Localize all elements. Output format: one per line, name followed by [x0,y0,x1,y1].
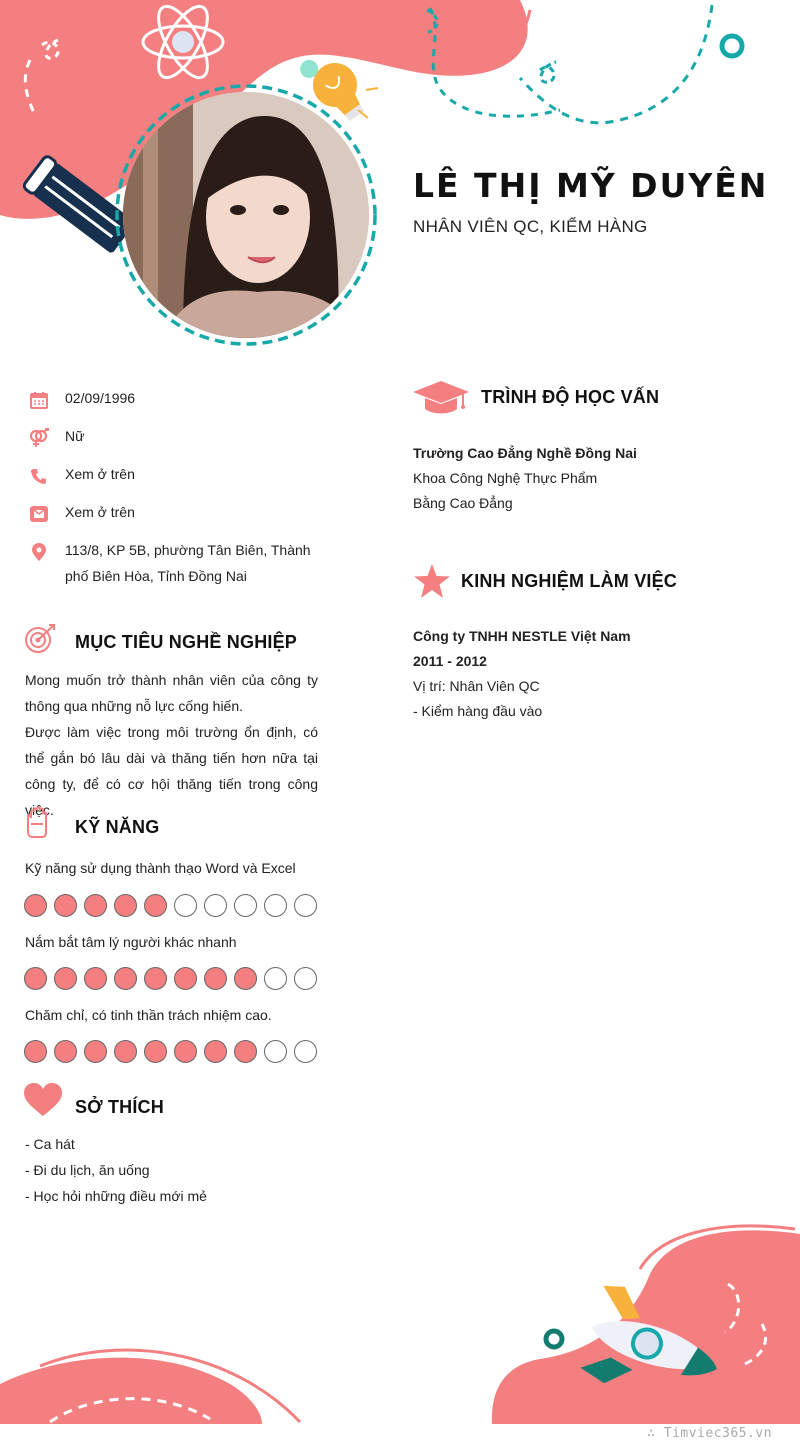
rating-dot-filled [84,1040,107,1063]
watermark: ∴ Timviec365.vn [647,1426,772,1441]
job-title: NHÂN VIÊN QC, KIỂM HÀNG [413,217,648,236]
skill-rating [24,1040,317,1063]
email-icon [28,503,50,525]
rating-dot-filled [114,1040,137,1063]
rating-dot-empty [294,1040,317,1063]
rating-dot-filled [54,1040,77,1063]
gender-value: Nữ [65,428,85,444]
gender-row [28,427,315,449]
skill-label: Nắm bắt tâm lý người khác nhanh [25,934,237,950]
school-name: Trường Cao Đẳng Nghề Đồng Nai [413,445,637,461]
rating-dot-empty [294,967,317,990]
birthday-value: 02/09/1996 [65,390,136,406]
hobbies-title: SỞ THÍCH [75,1097,164,1117]
objective-title: MỤC TIÊU NGHỀ NGHIỆP [75,632,298,652]
gender-icon [28,427,50,449]
phone-row [28,465,315,487]
heart-icon [24,1083,62,1117]
objective-line-1: Mong muốn trở thành nhân viên của công ty thông qua những nỗ lực cống hiến. [25,672,318,714]
rating-dot-empty [204,894,227,917]
phone-value: Xem ở trên [65,466,135,482]
rating-dot-empty [264,894,287,917]
rating-dot-filled [114,894,137,917]
rating-dot-empty [264,1040,287,1063]
objective-line-2: Được làm việc trong môi trường ổn định, có thể gắn bó lâu dài và thăng tiến hơn nữa tại công ty, để có cơ hội thăng tiến trong công việc. [25,724,318,818]
birthday-row [28,389,315,411]
rating-dot-filled [84,894,107,917]
star-icon [414,564,450,598]
rating-dot-filled [24,967,47,990]
rating-dot-filled [144,1040,167,1063]
location-pin-icon [28,541,50,563]
work-position: Vị trí: Nhân Viên QC [413,678,540,694]
hobby-item: - Đi du lịch, ăn uống [25,1162,150,1178]
graduation-cap-icon [413,381,469,415]
rating-dot-filled [234,1040,257,1063]
rating-dot-filled [144,894,167,917]
company-name: Công ty TNHH NESTLE Việt Nam [413,628,631,644]
experience-title: KINH NGHIỆM LÀM VIỆC [461,571,678,591]
email-value: Xem ở trên [65,504,135,520]
objective-text [25,667,318,823]
rating-dot-filled [174,1040,197,1063]
education-title: TRÌNH ĐỘ HỌC VẤN [481,387,660,407]
calendar-icon [28,389,50,411]
phone-icon [28,465,50,487]
bottom-right-decoration [480,1214,800,1424]
faculty: Khoa Công Nghệ Thực Phẩm [413,470,598,486]
degree: Bằng Cao Đẳng [413,495,513,511]
work-task: - Kiểm hàng đầu vào [413,703,543,719]
skills-title: KỸ NĂNG [75,817,160,837]
candidate-name: LÊ THỊ MỸ DUYÊN [413,166,769,205]
rating-dot-empty [174,894,197,917]
rating-dot-filled [174,967,197,990]
address-value: 113/8, KP 5B, phường Tân Biên, Thành phố Biên Hòa, Tỉnh Đồng Nai [65,542,311,584]
email-row [28,503,315,525]
rating-dot-filled [204,967,227,990]
rating-dot-filled [234,967,257,990]
rating-dot-empty [234,894,257,917]
target-icon [24,622,58,656]
work-period: 2011 - 2012 [413,653,487,669]
skill-rating [24,894,317,917]
rating-dot-empty [264,967,287,990]
rating-dot-filled [204,1040,227,1063]
rating-dot-filled [84,967,107,990]
education-details [413,441,637,516]
hobbies-list [25,1131,318,1209]
rating-dot-filled [54,967,77,990]
skill-rating [24,967,317,990]
experience-details [413,624,631,724]
bottom-left-decoration [0,1324,310,1424]
address-row [28,541,315,589]
skill-label: Kỹ năng sử dụng thành thạo Word và Excel [25,860,296,876]
fist-icon [25,806,49,838]
rating-dot-filled [24,894,47,917]
rating-dot-filled [144,967,167,990]
profile-photo-frame [113,82,379,348]
hobby-item: - Học hỏi những điều mới mẻ [25,1188,207,1204]
rating-dot-filled [54,894,77,917]
rating-dot-empty [294,894,317,917]
hobby-item: - Ca hát [25,1136,75,1152]
skill-label: Chăm chỉ, có tinh thần trách nhiệm cao. [25,1007,272,1023]
rating-dot-filled [114,967,137,990]
rating-dot-filled [24,1040,47,1063]
profile-photo [123,92,369,338]
